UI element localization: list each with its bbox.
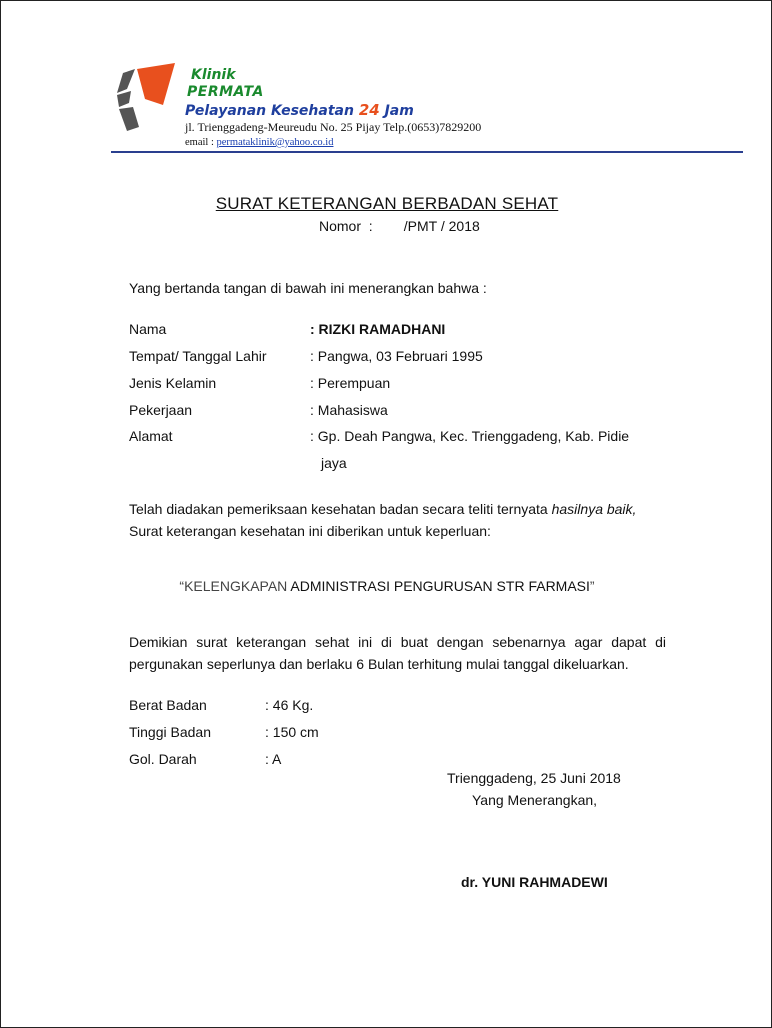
field-value-job: : Mahasiswa: [310, 402, 388, 418]
exam-statement-line1: [129, 501, 636, 517]
header-divider: [111, 151, 743, 153]
clinic-logo: [115, 63, 179, 131]
clinic-name-line1: Klinik: [191, 67, 236, 83]
service-prefix: Pelayanan Kesehatan: [185, 103, 359, 119]
weight-label: Berat Badan: [129, 697, 207, 713]
signer-name: dr. YUNI RAHMADEWI: [461, 874, 608, 890]
field-label-job: Pekerjaan: [129, 402, 193, 418]
document-number: Nomor : /PMT / 2018: [319, 218, 480, 234]
service-suffix: Jam: [379, 103, 414, 119]
field-value-address: : Gp. Deah Pangwa, Kec. Trienggadeng, Kab. Pidie: [310, 428, 630, 444]
field-value-address-cont: jaya: [321, 455, 347, 471]
email-link[interactable]: permataklinik@yahoo.co.id: [216, 137, 334, 148]
height-label: Tinggi Badan: [129, 724, 211, 740]
exam-statement-line2: Surat keterangan kesehatan ini diberikan untuk keperluan:: [129, 523, 491, 539]
closing-line2: pergunakan seperlunya dan berlaku 6 Bulan terhitung mulai tanggal dikeluarkan.: [129, 656, 629, 672]
service-hours: 24: [358, 101, 380, 119]
field-value-gender: : Perempuan: [310, 375, 391, 391]
purpose-open: “KELENGKAPAN: [179, 578, 291, 594]
field-value-ttl: : Pangwa, 03 Februari 1995: [310, 348, 483, 364]
exam-result: hasilnya baik,: [551, 501, 637, 517]
email-label: email :: [185, 137, 217, 148]
exam-statement-prefix: Telah diadakan pemeriksaan kesehatan badan secara teliti ternyata: [129, 501, 552, 517]
field-label-nama: Nama: [129, 321, 167, 337]
blood-type-label: Gol. Darah: [129, 751, 197, 767]
purpose-main: ADMINISTRASI PENGURUSAN STR FARMASI: [290, 578, 590, 594]
clinic-address: jl. Trienggadeng-Meureudu No. 25 Pijay Telp.(0653)7829200: [185, 120, 482, 134]
weight-value: : 46 Kg.: [265, 697, 314, 713]
document-title: SURAT KETERANGAN BERBADAN SEHAT: [215, 194, 559, 213]
clinic-service-tagline: [185, 101, 414, 119]
place-date: Trienggadeng, 25 Juni 2018: [447, 770, 621, 786]
clinic-email-line: [185, 137, 333, 148]
signer-title: Yang Menerangkan,: [472, 792, 598, 808]
blood-type-value: : A: [265, 751, 282, 767]
intro-text: Yang bertanda tangan di bawah ini menerangkan bahwa :: [129, 280, 487, 296]
height-value: : 150 cm: [265, 724, 319, 740]
purpose-close: ”: [589, 578, 595, 594]
clinic-name-line2: PERMATA: [187, 84, 264, 100]
field-label-gender: Jenis Kelamin: [129, 375, 217, 391]
closing-line1: Demikian surat keterangan sehat ini di buat dengan sebenarnya agar dapat di: [129, 634, 666, 650]
field-label-address: Alamat: [129, 428, 173, 444]
purpose-statement: [1, 578, 772, 594]
field-value-nama: : RIZKI RAMADHANI: [310, 321, 446, 337]
field-label-ttl: Tempat/ Tanggal Lahir: [129, 348, 267, 364]
